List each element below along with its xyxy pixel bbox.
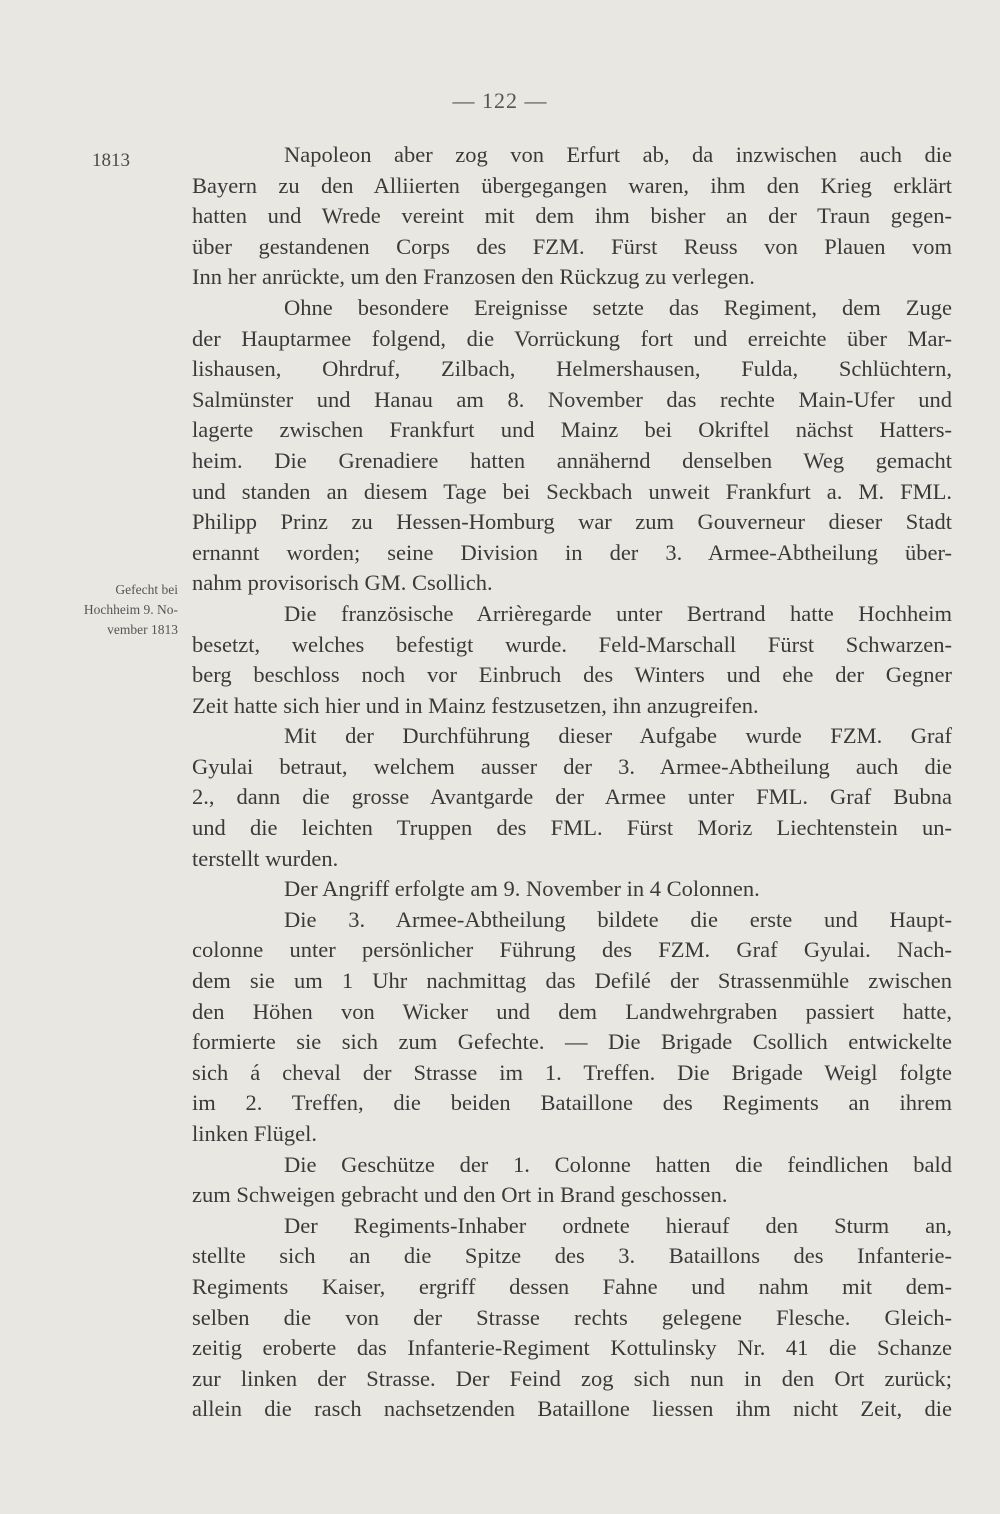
paragraph xyxy=(192,140,952,293)
paragraph xyxy=(192,721,952,874)
text-line: berg beschloss noch vor Einbruch des Winters und ehe der Gegner xyxy=(192,662,952,688)
text-line: heim. Die Grenadiere hatten annähernd denselben Weg gemacht xyxy=(192,447,952,473)
text-line: selben die von der Strasse rechts gelegene Flesche. Gleich- xyxy=(192,1304,952,1330)
paragraph xyxy=(192,1211,952,1425)
text-line: linken Flügel. xyxy=(192,1121,317,1146)
paragraph xyxy=(192,905,952,1150)
text-line: Salmünster und Hanau am 8. November das rechte Main-Ufer und xyxy=(192,386,952,412)
text-line: und standen an diesem Tage bei Seckbach unweit Frankfurt a. M. FML. xyxy=(192,478,952,504)
text-line: Regiments Kaiser, ergriff dessen Fahne und nahm mit dem- xyxy=(192,1273,952,1299)
margin-sidenote xyxy=(60,580,178,640)
text-line: zum Schweigen gebracht und den Ort in Brand geschossen. xyxy=(192,1182,728,1208)
text-line: den Höhen von Wicker und dem Landwehrgraben passiert hatte, xyxy=(192,998,952,1024)
text-line: Die 3. Armee-Abtheilung bildete die erste und Haupt- xyxy=(284,906,952,932)
margin-year: 1813 xyxy=(92,150,130,171)
text-line: zur linken der Strasse. Der Feind zog sich nun in den Ort zurück; xyxy=(192,1365,952,1391)
text-line: Der Regiments-Inhaber ordnete hierauf den Sturm an, xyxy=(284,1212,952,1238)
text-line: Zeit hatte sich hier und in Mainz festzusetzen, ihn anzugreifen. xyxy=(192,692,759,718)
text-line: und die leichten Truppen des FML. Fürst Moriz Liechtenstein un- xyxy=(192,815,952,841)
text-line: Ohne besondere Ereignisse setzte das Regiment, dem Zuge xyxy=(284,294,952,320)
text-line: Bayern zu den Alliierten übergegangen waren, ihm den Krieg erklärt xyxy=(192,172,952,198)
paragraph xyxy=(192,293,952,599)
body-text xyxy=(192,140,952,1425)
text-line: terstellt wurden. xyxy=(192,845,339,871)
text-line: im 2. Treffen, die beiden Bataillone des Regiments an ihrem xyxy=(192,1090,952,1116)
text-line: Gyulai betraut, welchem ausser der 3. Armee-Abtheilung auch die xyxy=(192,753,952,779)
text-line: Mit der Durchführung dieser Aufgabe wurde FZM. Graf xyxy=(284,723,952,749)
sidenote-line: vember 1813 xyxy=(107,622,178,637)
text-line: stellte sich an die Spitze des 3. Bataillons des Infanterie- xyxy=(192,1243,952,1269)
page-number: — 122 — xyxy=(452,88,548,113)
text-line: Philipp Prinz zu Hessen-Homburg war zum Gouverneur dieser Stadt xyxy=(192,509,952,535)
sidenote-line: Gefecht bei xyxy=(115,582,178,597)
text-line: formierte sie sich zum Gefechte. — Die Brigade Csollich entwickelte xyxy=(192,1029,952,1055)
text-line: Napoleon aber zog von Erfurt ab, da inzwischen auch die xyxy=(284,142,952,167)
text-line: Die Geschütze der 1. Colonne hatten die feindlichen bald xyxy=(284,1151,952,1177)
paragraph xyxy=(192,874,952,905)
sidenote-line: Hochheim 9. No- xyxy=(83,602,178,617)
text-line: allein die rasch nachsetzenden Bataillone liessen ihm nicht Zeit, die xyxy=(192,1396,952,1422)
paragraph xyxy=(192,1150,952,1211)
text-line: hatten und Wrede vereint mit dem ihm bisher an der Traun gegen- xyxy=(192,203,952,229)
text-line: der Hauptarmee folgend, die Vorrückung fort und erreichte über Mar- xyxy=(192,325,952,351)
text-line: Die französische Arrièregarde unter Bertrand hatte Hochheim xyxy=(284,600,952,626)
text-line: zeitig eroberte das Infanterie-Regiment Kottulinsky Nr. 41 die Schanze xyxy=(192,1335,952,1361)
text-line: ernannt worden; seine Division in der 3. Armee-Abtheilung über- xyxy=(192,539,952,565)
text-line: Inn her anrückte, um den Franzosen den Rückzug zu verlegen. xyxy=(192,264,755,290)
text-line: lishausen, Ohrdruf, Zilbach, Helmershausen, Fulda, Schlüchtern, xyxy=(192,356,952,382)
text-line: besetzt, welches befestigt wurde. Feld-Marschall Fürst Schwarzen- xyxy=(192,631,952,657)
text-line: lagerte zwischen Frankfurt und Mainz bei Okriftel nächst Hatters- xyxy=(192,417,952,443)
text-line: sich á cheval der Strasse im 1. Treffen. Die Brigade Weigl folgte xyxy=(192,1059,952,1085)
text-line: dem sie um 1 Uhr nachmittag das Defilé der Strassenmühle zwischen xyxy=(192,968,952,994)
text-line: Der Angriff erfolgte am 9. November in 4 Colonnen. xyxy=(284,876,760,902)
text-line: 2., dann die grosse Avantgarde der Armee unter FML. Graf Bubna xyxy=(192,784,952,810)
text-line: über gestandenen Corps des FZM. Fürst Reuss von Plauen vom xyxy=(192,233,952,259)
text-line: nahm provisorisch GM. Csollich. xyxy=(192,570,493,596)
text-line: colonne unter persönlicher Führung des FZM. Graf Gyulai. Nach- xyxy=(192,937,952,963)
paragraph xyxy=(192,599,952,721)
